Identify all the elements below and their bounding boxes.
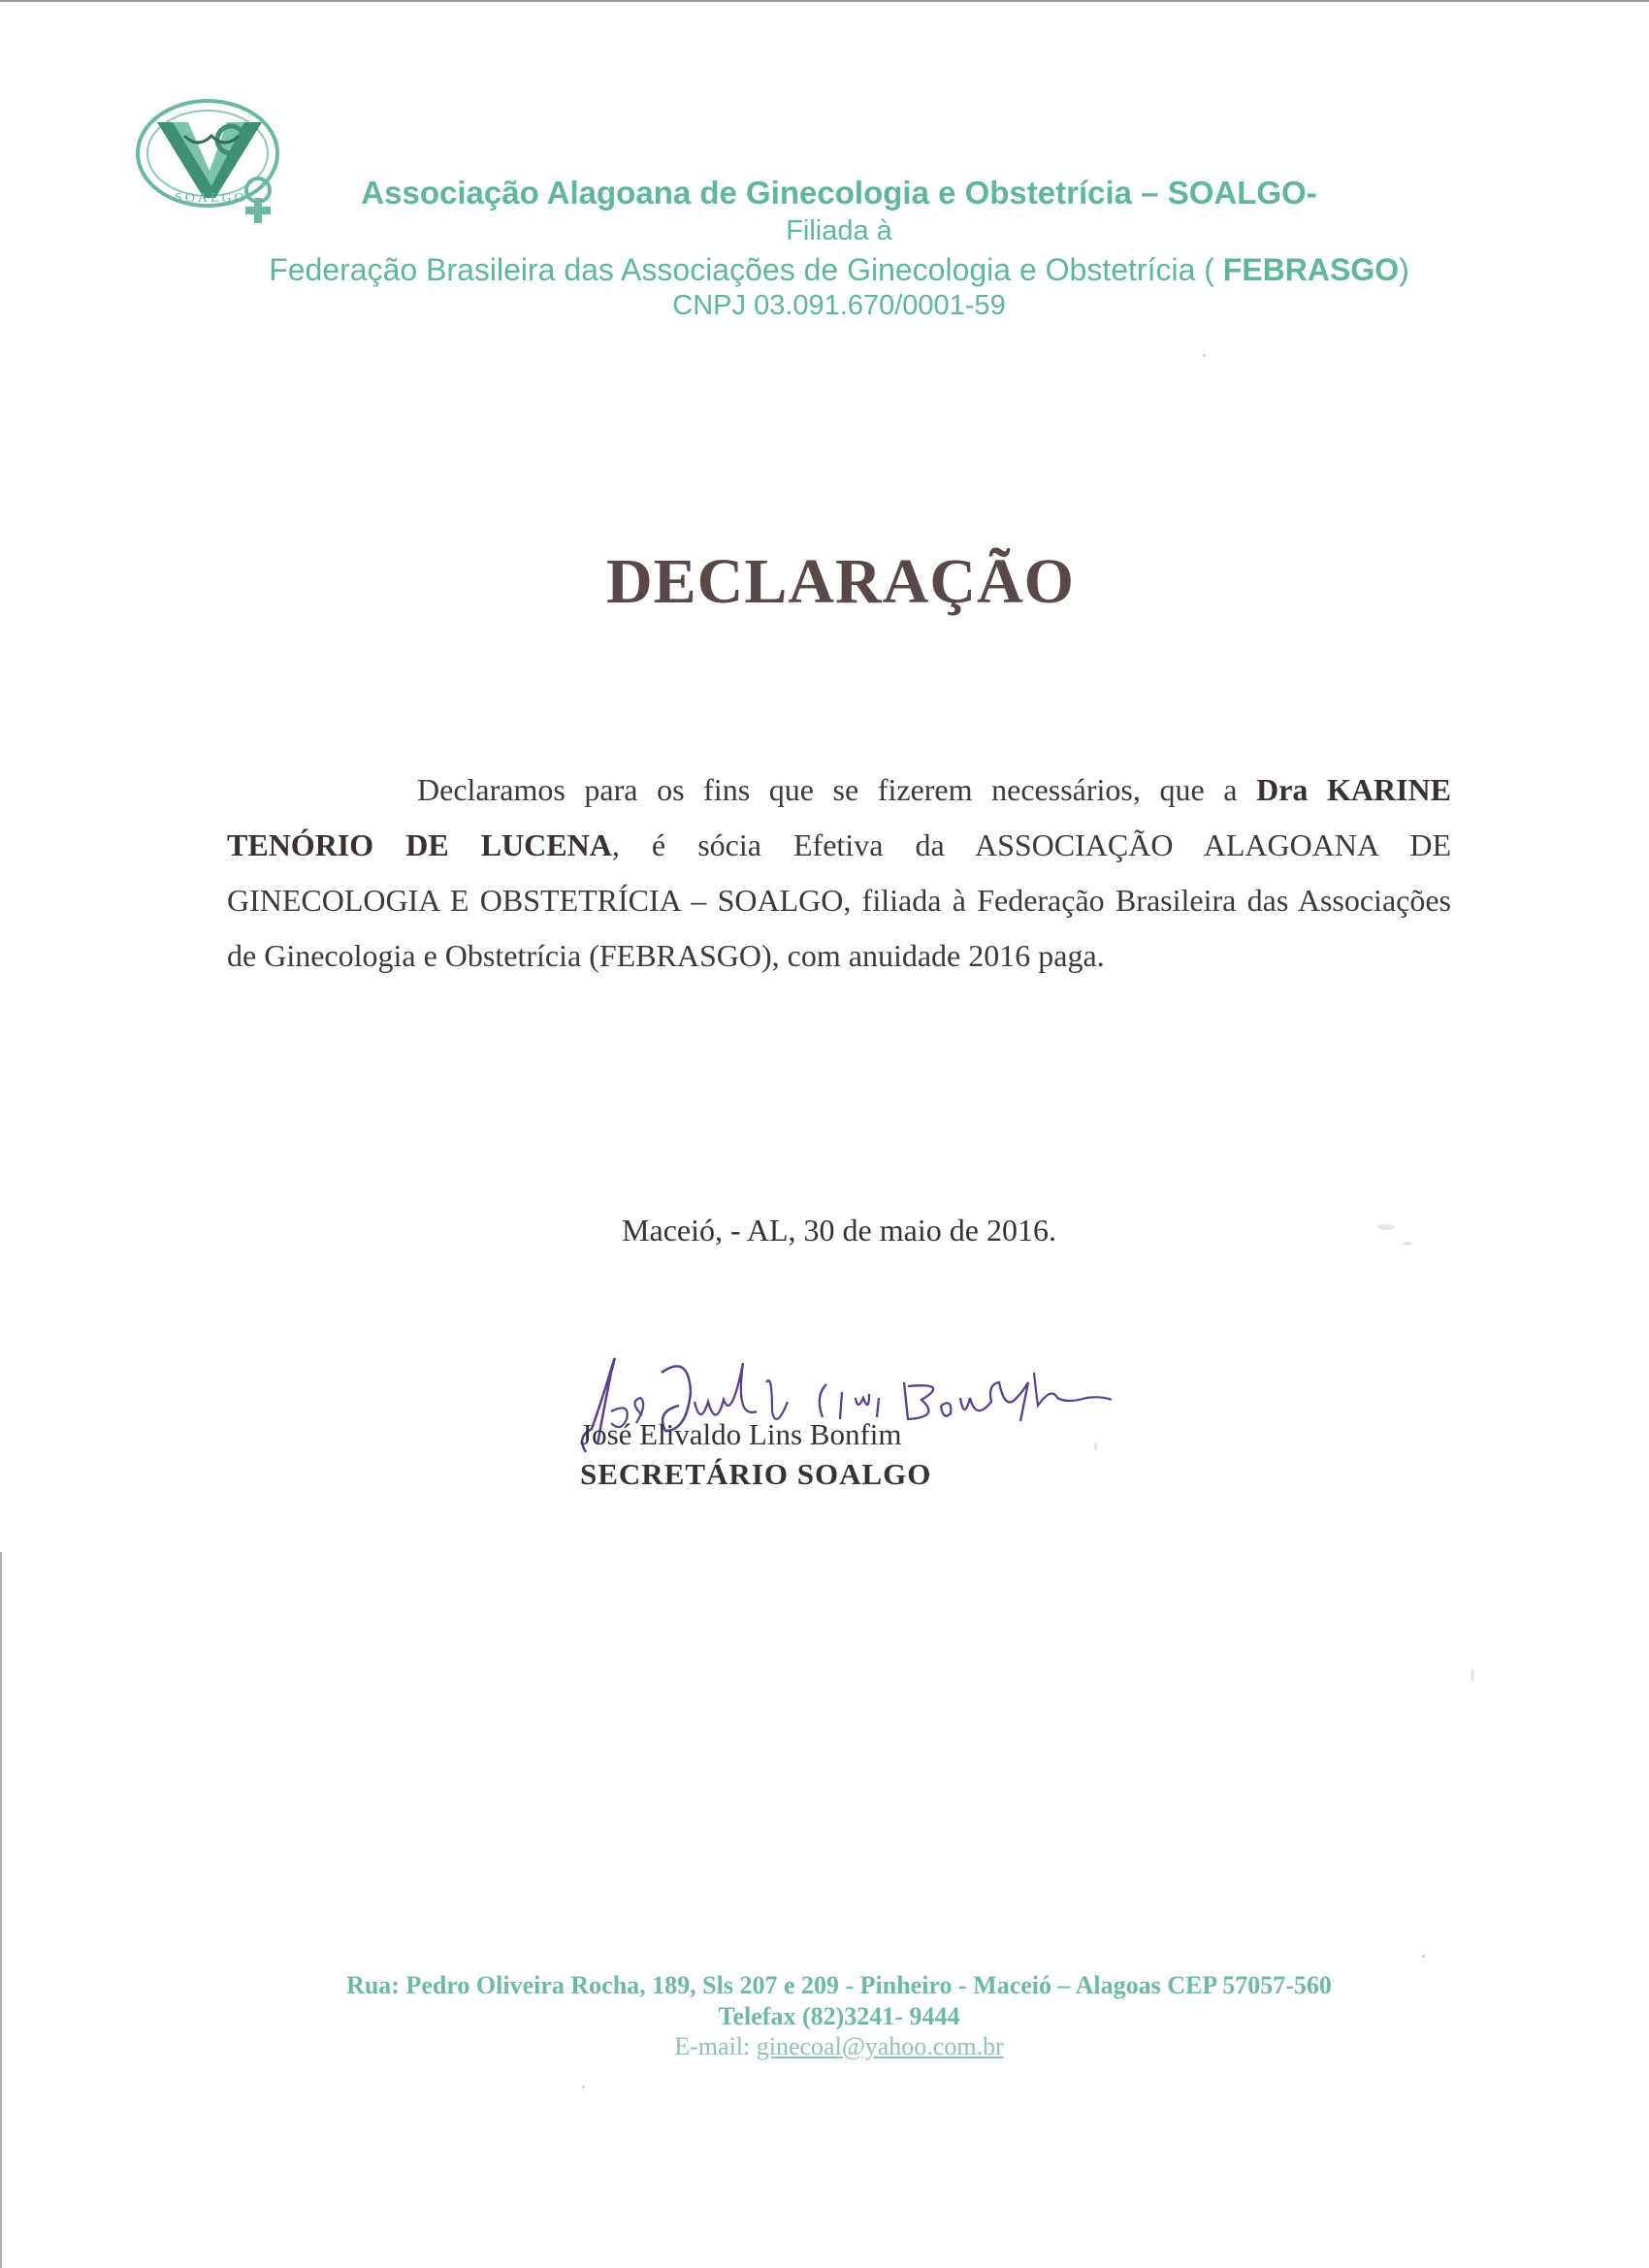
scan-speck xyxy=(582,2086,585,2089)
federation-suffix: ) xyxy=(1399,252,1409,287)
federation-name xyxy=(0,252,1649,288)
body-text-part2: , é sócia Efetiva da ASSOCIAÇÃO ALAGOANA DE GINECOLOGIA E OBSTETRÍCIA – SOALGO, filiada à Federação Brasileira das Associações de Ginecologia e Obstetrícia (FEBRASGO), com anuidade 2016 paga. xyxy=(227,827,1452,973)
association-name: Associação Alagoana de Ginecologia e Obstetrícia – SOALGO- xyxy=(361,175,1317,211)
body-text-part1: Declaramos para os fins que se fizerem necessários, que a xyxy=(417,772,1257,807)
member-name: Dra KARINE TENÓRIO DE LUCENA xyxy=(227,772,1452,862)
signatory-role: SECRETÁRIO SOALGO xyxy=(580,1457,932,1491)
document-title: DECLARAÇÃO xyxy=(605,546,1076,617)
email-label: E-mail: xyxy=(674,2032,757,2060)
footer-telefax: Telefax (82)3241- 9444 xyxy=(718,2002,960,2030)
scan-speck xyxy=(1094,1442,1097,1451)
scan-speck xyxy=(1403,1242,1412,1246)
scan-speck xyxy=(1377,1224,1395,1230)
affiliation-label: Filiada à xyxy=(786,215,892,246)
scan-edge-line xyxy=(0,0,1649,2)
federation-acronym: FEBRASGO xyxy=(1222,252,1400,287)
cnpj: CNPJ 03.091.670/0001-59 xyxy=(672,290,1006,321)
footer-email xyxy=(0,2032,1649,2061)
footer-address: Rua: Pedro Oliveira Rocha, 189, Sls 207 e 209 - Pinheiro - Maceió – Alagoas CEP 57057-560 xyxy=(346,1971,1332,1999)
scan-speck xyxy=(1471,1669,1474,1682)
scan-speck xyxy=(1422,1955,1425,1958)
email-link[interactable]: ginecoal@yahoo.com.br xyxy=(756,2032,1004,2060)
declaration-body xyxy=(227,762,1451,984)
scan-speck xyxy=(1203,354,1206,357)
svg-text:SOALGO: SOALGO xyxy=(175,191,247,206)
place-and-date: Maceió, - AL, 30 de maio de 2016. xyxy=(622,1213,1056,1247)
signatory-name: José Elivaldo Lins Bonfim xyxy=(580,1417,902,1451)
federation-prefix: Federação Brasileira das Associações de Ginecologia e Obstetrícia ( xyxy=(269,252,1214,287)
scan-edge-line xyxy=(0,1552,2,2268)
